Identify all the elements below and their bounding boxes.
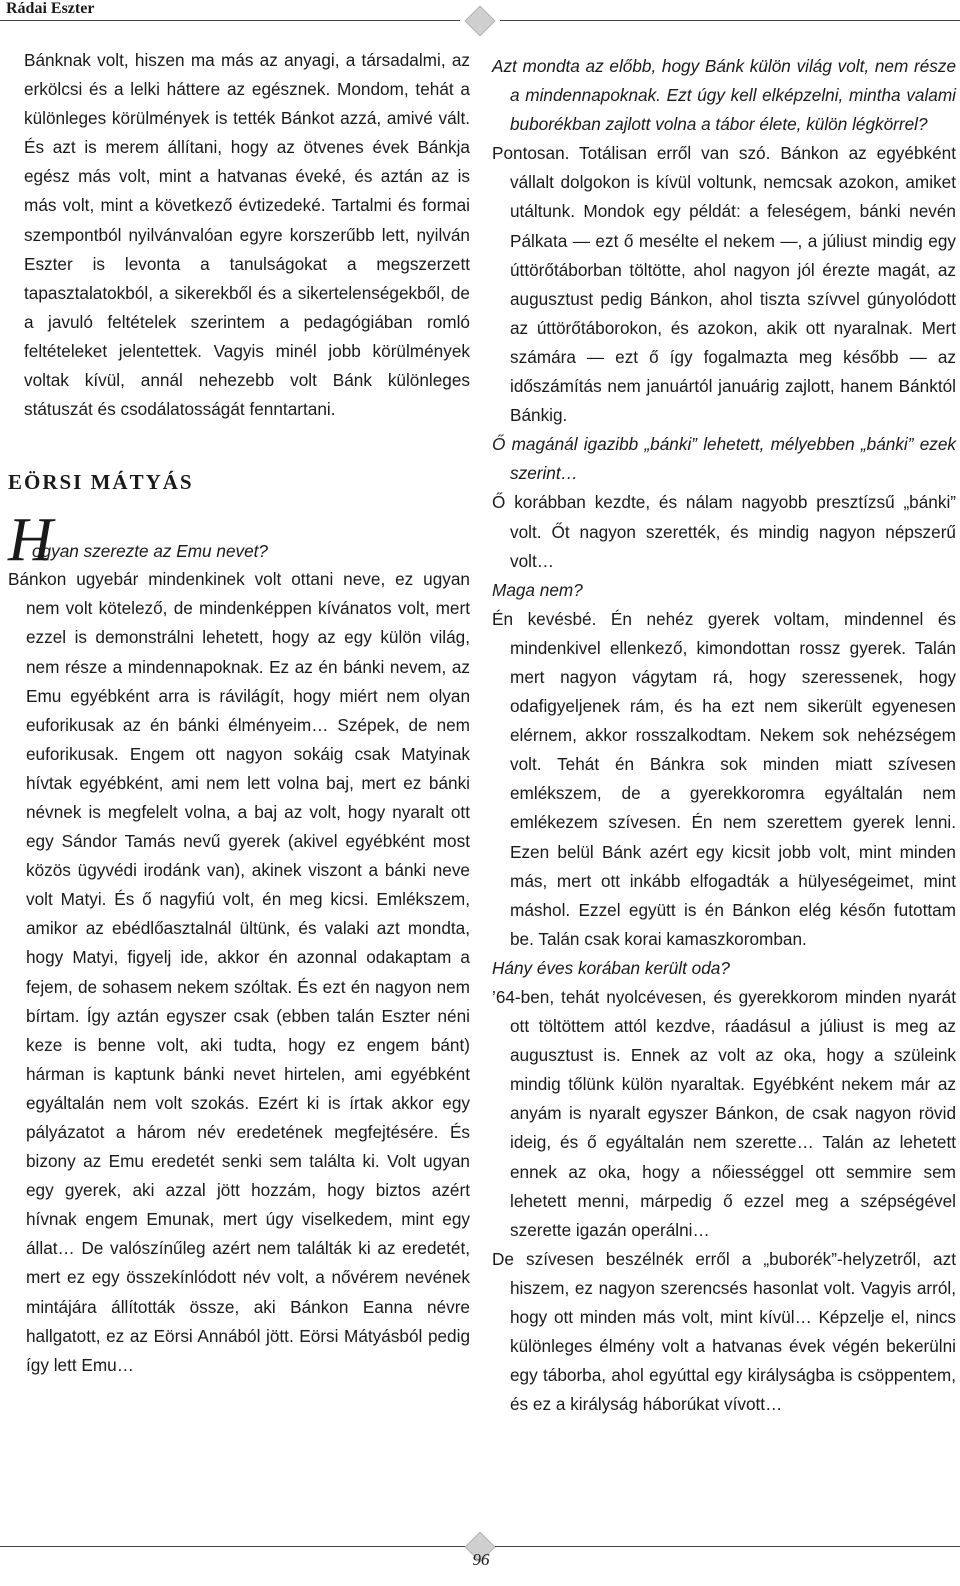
header-rule-left [0, 20, 460, 21]
interview-question: Ő magánál igazibb „bánki” lehetett, mélyebben „bánki” ezek szerint… [492, 434, 956, 484]
interview-answer: De szívesen beszélnék erről a „buborék”-helyzetről, azt hiszem, ez nagyon szerencsés hasonlat volt. Vagyis arról, hogy ott minden más volt, mint kívül… Képzelje el, nincs különleges élmény volt a hatvanas évek végén bekerülni egy táborba, ahol egyúttal egy királyságba is csöppentem, és ez a királyság háborúkat vívott… [492, 1248, 956, 1415]
opening-question [8, 506, 470, 575]
interview-answer: Pontosan. Totálisan erről van szó. Bánkon az egyébként vállalt dolgokon is kívül voltunk, nemcsak azokon, amiket utáltunk. Mondok egy példát: a feleségem, bánki nevén Pálkata — ezt ő mesélte el nekem —, a júliust mindig egy úttörőtáborban töltötte, ahol nagyon jól érezte magát, az augusztust pedig Bánkon, ahol tiszta szívvel gúnyolódott az úttörőtáborokon, és azokon, akik ott nyaralnak. Mert számára — ezt ő így fogalmazta meg később — az időszámítás nem januártól januárig zajlott, hanem Bánktól Bánkig. [492, 143, 956, 426]
header-rule-right [500, 20, 960, 21]
running-head: Rádai Eszter [6, 0, 95, 17]
header-diamond-ornament [464, 5, 495, 36]
opening-question-text: ogyan szerezte az Emu nevet? [32, 541, 268, 562]
drop-cap: H [8, 506, 53, 575]
intro-paragraph: Bánknak volt, hiszen ma más az anyagi, a társadalmi, az erkölcsi és a lelki háttere az egésznek. Mondom, tehát a különleges körülmények is tették Bánkot azzá, amivé vált. És azt is merem állítani, hogy az ötvenes évek Bánkja egész más volt, mint a hatvanas éveké, és aztán az is más volt, mint a következő évtizedeké. Tartalmi és formai szempontból nyilvánvalóan egyre korszerűbb lett, nyilván Eszter is levonta a tanulságokat a megszerzett tapasztalatokból, a sikerekből és a sikertelenségekből, de a javuló feltételek szerintem a pedagógiában romló feltételeket jelentettek. Vagyis minél jobb körülmények voltak kívül, annál nehezebb volt Bánk különleges státuszát és csodálatosságát fenntartani. [24, 50, 470, 420]
interview-answer: Én kevésbé. Én nehéz gyerek voltam, mindennel és mindenkivel ellenkező, kimondottan rossz gyerek. Talán mert nagyon vágytam rá, hogy szeressenek, hogy odafigyeljenek rám, és ha ezt nem sikerült egyenesen elérnem, akkor rosszalkodtam. Nekem sok nehézségem volt. Tehát én Bánkra sok minden miatt szívesen emlékszem, de a gyerekkoromra egyáltalán nem emlékezem szívesen. Én nem szerettem gyerek lenni. Ezen belül Bánk azért egy kicsit jobb volt, mint minden más, mert ott inkább elfogadták a hülyeségeimet, mint máshol. Ezzel együtt is én Bánkon elég későn futottam be. Talán csak korai kamaszkoromban. [492, 608, 956, 949]
interview-answer: ’64-ben, tehát nyolcévesen, és gyerekkorom minden nyarát ott töltöttem attól kezdve, ráadásul a júliust is meg az augusztust is. Ennek az volt az oka, hogy a szüleink mindig tőlünk külön nyaraltak. Egyébként nekem már az anyám is nyaralt egyszer Bánkon, de csak nagyon rövid ideig, és ő egyáltalán nem szerette… Talán az lehetett ennek az oka, hogy a nőiességgel ott semmire sem lehetett menni, márpedig ő ezzel meg a szépségével szerette igazán operálni… [492, 987, 956, 1240]
page-number: 96 [472, 1550, 490, 1569]
interview-question: Azt mondta az előbb, hogy Bánk külön világ volt, nem része a mindennapoknak. Ezt úgy kell elképzelni, mintha valami buborékban zajlott volna a tábor élete, külön légkörrel? [492, 56, 956, 135]
interview-answer: Ő korábban kezdte, és nálam nagyobb presztízsű „bánki” volt. Őt nagyon szerették, és mindig nagyon népszerű volt… [492, 492, 956, 571]
left-column [8, 46, 470, 1380]
interviewee-name: EÖRSI MÁTYÁS [8, 470, 194, 495]
right-column [492, 52, 956, 1419]
interview-question: Hány éves korában került oda? [492, 957, 730, 978]
interview-question: Maga nem? [492, 579, 583, 600]
answer-paragraph: Bánkon ugyebár mindenkinek volt ottani neve, ez ugyan nem volt kötelező, de mindenképpen kívánatos volt, mert ezzel is demonstrálni lehetett, hogy az egy külön világ, nem része a mindennapoknak. Ez az én bánki nevem, az Emu egyébként arra is rávilágít, hogy miért nem olyan euforikusak az én bánki élményeim… Szépek, de nem euforikusak. Engem ott nagyon sokáig csak Matyinak hívtak egyébként, ami nem lett volna baj, mert ez bánki névnek is megfelelt volna, a baj az volt, hogy nyaralt ott egy Sándor Tamás nevű gyerek (akivel egyébként most közös ügyvédi irodánk van), akinek viszont a bánki neve volt Matyi. És ő nagyfiú volt, én meg kicsi. Emlékszem, amikor az ebédlőasztalnál ültünk, és valaki azt mondta, hogy Matyi, figyelj ide, akkor én azonnal odakaptam a fejem, de sohasem nekem szóltak. És ezt én nagyon nem bírtam. Így aztán egyszer csak (ebben talán Eszter néni keze is benne volt, aki tudta, hogy ez engem bánt) hárman is kaptunk bánki nevet hirtelen, ami egyébként egyáltalán nem volt szokás. Ezért ki is írtak akkor egy pályázatot a három név eredetének megfejtésére. És bizony az Emu eredetét senki sem találta ki. Volt ugyan egy gyerek, aki azzal jött hozzám, hogy biztos azért hívnak engem Emunak, mert úgy viselkedem, mint egy állat… De valószínűleg azért nem találták ki az eredetét, mert ez egy összekínlódott név volt, a nővérem nevének mintájára állították össze, aki Bánkon Eanna névre hallgatott, ez az Eörsi Annából jött. Eörsi Mátyásból pedig így lett Emu… [8, 569, 470, 1375]
footer-rule-right [495, 1546, 960, 1547]
footer-rule-left [0, 1546, 470, 1547]
